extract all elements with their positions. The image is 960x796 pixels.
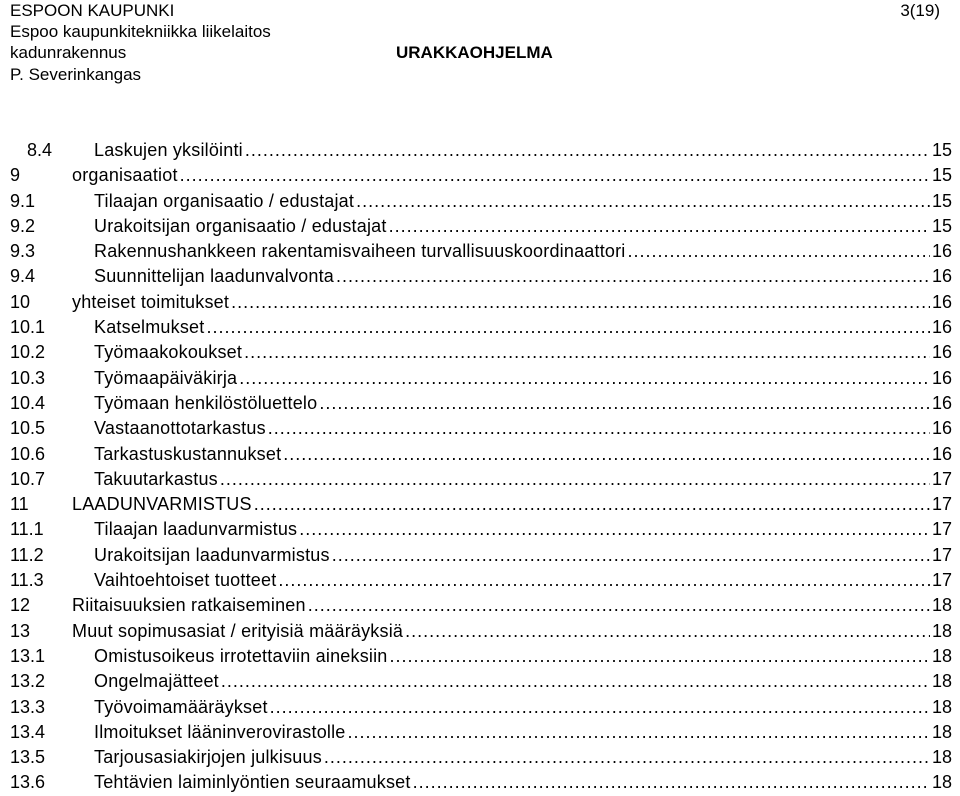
toc-entry-title: Tehtävien laiminlyöntien seuraamukset xyxy=(94,772,411,793)
toc-entry-page: 15 xyxy=(931,165,952,186)
document-title: URAKKAOHJELMA xyxy=(396,43,553,62)
toc-entry[interactable] xyxy=(0,366,960,391)
toc-entry-title: yhteiset toimitukset xyxy=(72,291,230,312)
toc-entry-title: LAADUNVARMISTUS xyxy=(72,494,252,515)
toc-entry-number: 9.1 xyxy=(10,190,36,211)
toc-dot-leader xyxy=(336,264,930,289)
toc-entry-title: Riitaisuuksien ratkaiseminen xyxy=(72,595,306,616)
toc-dot-leader xyxy=(628,239,930,264)
toc-entry-title: Rakennushankkeen rakentamisvaiheen turvallisuuskoordinaattori xyxy=(94,241,626,262)
toc-entry-page: 17 xyxy=(931,544,952,565)
toc-entry-page: 16 xyxy=(931,291,952,312)
toc-dot-leader xyxy=(299,517,930,542)
organization-name: ESPOON KAUPUNKI xyxy=(10,1,175,20)
toc-entry-number: 10 xyxy=(10,291,31,312)
toc-dot-leader xyxy=(245,138,930,163)
toc-entry[interactable] xyxy=(0,239,960,264)
toc-dot-leader xyxy=(268,416,930,441)
author-name: P. Severinkangas xyxy=(10,65,142,84)
toc-entry-page: 16 xyxy=(931,241,952,262)
toc-entry[interactable] xyxy=(0,517,960,542)
toc-entry-page: 16 xyxy=(931,317,952,338)
toc-entry-number: 13.2 xyxy=(10,671,46,692)
toc-entry-title: Työvoimamääräykset xyxy=(94,696,268,717)
toc-entry[interactable] xyxy=(0,214,960,239)
table-of-contents xyxy=(0,138,960,796)
toc-entry-number: 11.3 xyxy=(10,570,44,591)
toc-entry-number: 10.5 xyxy=(10,418,46,439)
toc-dot-leader xyxy=(332,543,930,568)
toc-entry-title: Työmaakokoukset xyxy=(94,342,243,363)
toc-entry-title: Katselmukset xyxy=(94,317,205,338)
toc-entry-title: organisaatiot xyxy=(72,165,178,186)
toc-entry-page: 18 xyxy=(931,721,952,742)
toc-entry-title: Urakoitsijan organisaatio / edustajat xyxy=(94,215,387,236)
toc-entry[interactable] xyxy=(0,163,960,188)
toc-entry-number: 9.4 xyxy=(10,266,36,287)
toc-entry-page: 18 xyxy=(931,620,952,641)
toc-entry[interactable] xyxy=(0,416,960,441)
toc-entry-page: 18 xyxy=(931,671,952,692)
toc-entry[interactable] xyxy=(0,593,960,618)
toc-entry-title: Vastaanottotarkastus xyxy=(94,418,266,439)
unit-name: kadunrakennus xyxy=(10,43,127,62)
toc-entry-title: Tilaajan laadunvarmistus xyxy=(94,519,298,540)
toc-dot-leader xyxy=(180,163,930,188)
toc-entry[interactable] xyxy=(0,315,960,340)
toc-entry[interactable] xyxy=(0,138,960,163)
toc-entry-page: 15 xyxy=(931,140,952,160)
toc-entry-page: 17 xyxy=(931,519,952,540)
toc-entry[interactable] xyxy=(0,644,960,669)
toc-entry-number: 12 xyxy=(10,595,31,616)
toc-dot-leader xyxy=(356,189,930,214)
toc-entry-number: 13.6 xyxy=(10,772,46,793)
toc-entry-title: Tarkastuskustannukset xyxy=(94,443,282,464)
toc-dot-leader xyxy=(324,745,930,770)
toc-dot-leader xyxy=(221,669,930,694)
toc-entry-page: 18 xyxy=(931,696,952,717)
toc-entry[interactable] xyxy=(0,442,960,467)
toc-entry-page: 18 xyxy=(931,747,952,768)
toc-entry-number: 13.3 xyxy=(10,696,46,717)
toc-entry[interactable] xyxy=(0,391,960,416)
toc-entry-number: 13.1 xyxy=(10,645,46,666)
toc-entry[interactable] xyxy=(0,290,960,315)
toc-entry-number: 9 xyxy=(10,165,21,186)
toc-dot-leader xyxy=(220,467,930,492)
toc-dot-leader xyxy=(244,340,930,365)
toc-entry-page: 18 xyxy=(931,645,952,666)
toc-entry-title: Takuutarkastus xyxy=(94,468,218,489)
toc-entry-title: Tarjousasiakirjojen julkisuus xyxy=(94,747,322,768)
toc-dot-leader xyxy=(254,492,930,517)
toc-dot-leader xyxy=(405,619,930,644)
toc-entry-page: 17 xyxy=(931,570,952,591)
toc-entry-number: 9.3 xyxy=(10,241,36,262)
toc-entry[interactable] xyxy=(0,264,960,289)
toc-entry-title: Muut sopimusasiat / erityisiä määräyksiä xyxy=(72,620,404,641)
toc-entry-title: Työmaapäiväkirja xyxy=(94,367,238,388)
toc-entry-page: 18 xyxy=(931,772,952,793)
toc-entry-page: 16 xyxy=(931,367,952,388)
toc-entry[interactable] xyxy=(0,669,960,694)
toc-entry-number: 11.1 xyxy=(10,519,44,540)
toc-entry-number: 11 xyxy=(10,494,29,515)
toc-dot-leader xyxy=(348,720,930,745)
toc-entry-number: 13.4 xyxy=(10,721,46,742)
toc-entry-page: 16 xyxy=(931,418,952,439)
toc-dot-leader xyxy=(413,770,930,795)
toc-entry-page: 16 xyxy=(931,443,952,464)
toc-entry-title: Työmaan henkilöstöluettelo xyxy=(94,392,318,413)
toc-entry[interactable] xyxy=(0,492,960,517)
toc-entry-page: 16 xyxy=(931,392,952,413)
toc-entry-number: 9.2 xyxy=(10,215,36,236)
toc-entry-title: Ilmoitukset lääninverovirastolle xyxy=(94,721,346,742)
toc-entry-number: 10.6 xyxy=(10,443,46,464)
toc-entry-page: 17 xyxy=(931,468,952,489)
toc-entry-title: Omistusoikeus irrotettaviin aineksiin xyxy=(94,645,388,666)
toc-entry-number: 10.3 xyxy=(10,367,46,388)
toc-entry-page: 15 xyxy=(931,215,952,236)
toc-entry[interactable] xyxy=(0,340,960,365)
toc-entry-number: 11.2 xyxy=(10,544,44,565)
toc-entry-number: 10.4 xyxy=(10,392,46,413)
toc-dot-leader xyxy=(283,442,930,467)
toc-dot-leader xyxy=(206,315,930,340)
page-indicator: 3(19) xyxy=(900,1,940,20)
toc-entry-title: Urakoitsijan laadunvarmistus xyxy=(94,544,330,565)
toc-dot-leader xyxy=(270,695,930,720)
toc-entry[interactable] xyxy=(0,568,960,593)
toc-entry[interactable] xyxy=(0,770,960,795)
toc-entry-page: 18 xyxy=(931,595,952,616)
page-header xyxy=(0,0,960,96)
department-name: Espoo kaupunkitekniikka liikelaitos xyxy=(10,22,271,41)
toc-entry-number: 10.1 xyxy=(10,317,46,338)
toc-dot-leader xyxy=(389,214,930,239)
toc-dot-leader xyxy=(239,366,930,391)
toc-entry[interactable] xyxy=(0,189,960,214)
toc-dot-leader xyxy=(319,391,930,416)
toc-entry[interactable] xyxy=(0,467,960,492)
toc-entry-number: 13 xyxy=(10,620,31,641)
toc-entry-title: Laskujen yksilöinti xyxy=(94,140,243,160)
toc-entry-page: 16 xyxy=(931,266,952,287)
toc-entry[interactable] xyxy=(0,745,960,770)
toc-entry-number: 10.7 xyxy=(10,468,46,489)
toc-entry-title: Tilaajan organisaatio / edustajat xyxy=(94,190,355,211)
toc-entry[interactable] xyxy=(0,720,960,745)
toc-dot-leader xyxy=(231,290,930,315)
toc-dot-leader xyxy=(390,644,930,669)
toc-entry-title: Ongelmajätteet xyxy=(94,671,219,692)
toc-entry-page: 16 xyxy=(931,342,952,363)
toc-entry-number: 13.5 xyxy=(10,747,46,768)
toc-dot-leader xyxy=(278,568,930,593)
toc-entry-page: 17 xyxy=(931,494,952,515)
toc-entry-title: Vaihtoehtoiset tuotteet xyxy=(94,570,277,591)
toc-dot-leader xyxy=(308,593,930,618)
toc-entry[interactable] xyxy=(0,619,960,644)
toc-entry-title: Suunnittelijan laadunvalvonta xyxy=(94,266,334,287)
toc-entry-number: 10.2 xyxy=(10,342,46,363)
toc-entry-page: 15 xyxy=(931,190,952,211)
toc-entry[interactable] xyxy=(0,695,960,720)
toc-entry-number: 8.4 xyxy=(27,140,53,160)
toc-entry[interactable] xyxy=(0,543,960,568)
